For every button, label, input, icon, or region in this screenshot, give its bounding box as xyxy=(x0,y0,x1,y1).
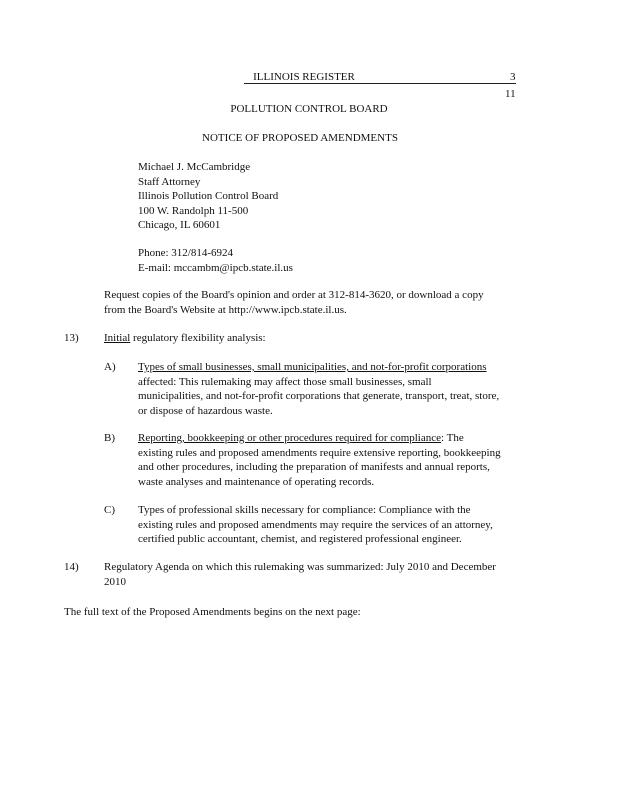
contact-name: Michael J. McCambridge xyxy=(138,161,251,173)
request-line-2: from the Board's Website at http://www.ipcb.state.il.us. xyxy=(104,303,347,316)
section-13-heading xyxy=(104,331,266,346)
contact-channels xyxy=(138,246,498,275)
item-b-line: and other procedures, including the preparation of manifests and annual reports, xyxy=(138,461,490,473)
item-b-lead: Reporting, bookkeeping or other procedures required for compliance xyxy=(138,432,442,444)
section-14-number: 14) xyxy=(64,561,79,573)
contact-block xyxy=(138,160,498,233)
contact-email: E-mail: mccambm@ipcb.state.il.us xyxy=(138,261,293,274)
item-c-line: existing rules and proposed amendments may require the services of an attorney, xyxy=(138,518,493,531)
section-13-heading-initial: Initial xyxy=(104,332,131,344)
item-a-lead: Types of small businesses, small municipalities, and not-for-profit corporations xyxy=(138,361,487,373)
item-b-label: B) xyxy=(104,432,115,444)
page-number: 3 xyxy=(510,71,516,83)
item-a-line: or dispose of hazardous waste. xyxy=(138,404,273,417)
page-number-sub: 11 xyxy=(505,88,516,100)
full-text-notice: The full text of the Proposed Amendments begins on the next page: xyxy=(64,606,361,618)
header-rule xyxy=(244,83,516,84)
request-paragraph xyxy=(104,288,564,317)
notice-title: NOTICE OF PROPOSED AMENDMENTS xyxy=(202,132,398,144)
contact-phone: Phone: 312/814-6924 xyxy=(138,247,234,259)
register-title: ILLINOIS REGISTER xyxy=(253,71,355,83)
item-b-line: waste analyses and maintenance of operating records. xyxy=(138,475,375,488)
agency-name: POLLUTION CONTROL BOARD xyxy=(230,103,388,115)
contact-address: 100 W. Randolph 11-500 xyxy=(138,204,249,217)
item-a-text xyxy=(138,360,558,418)
item-c-label: C) xyxy=(104,504,115,516)
section-14-line-1: Regulatory Agenda on which this rulemaking was summarized: July 2010 and December xyxy=(104,561,496,573)
section-13-number: 13) xyxy=(64,332,79,344)
item-c-lead: Types of professional skills necessary for compliance: Compliance with the xyxy=(138,504,471,516)
section-14-text xyxy=(104,560,564,589)
request-line-1: Request copies of the Board's opinion and order at 312-814-3620, or download a copy xyxy=(104,289,484,301)
section-14-line-2: 2010 xyxy=(104,575,126,588)
item-c-text xyxy=(138,503,558,547)
contact-city: Chicago, IL 60601 xyxy=(138,219,221,231)
item-a-label: A) xyxy=(104,361,116,373)
item-b-line: existing rules and proposed amendments require extensive reporting, bookkeeping xyxy=(138,446,501,459)
item-a-line: municipalities, and not-for-profit corporations that generate, transport, treat, store, xyxy=(138,390,500,402)
item-c-line: certified public accountant, chemist, and registered professional engineer. xyxy=(138,533,462,545)
contact-org: Illinois Pollution Control Board xyxy=(138,190,279,202)
section-13-heading-rest: regulatory flexibility analysis: xyxy=(130,332,266,344)
item-a-line: affected: This rulemaking may affect those small businesses, small xyxy=(138,375,432,388)
item-b-lead-rest: : The xyxy=(441,432,464,444)
item-b-lead-line xyxy=(138,431,558,446)
item-b-text xyxy=(138,431,558,489)
contact-title: Staff Attorney xyxy=(138,175,201,188)
